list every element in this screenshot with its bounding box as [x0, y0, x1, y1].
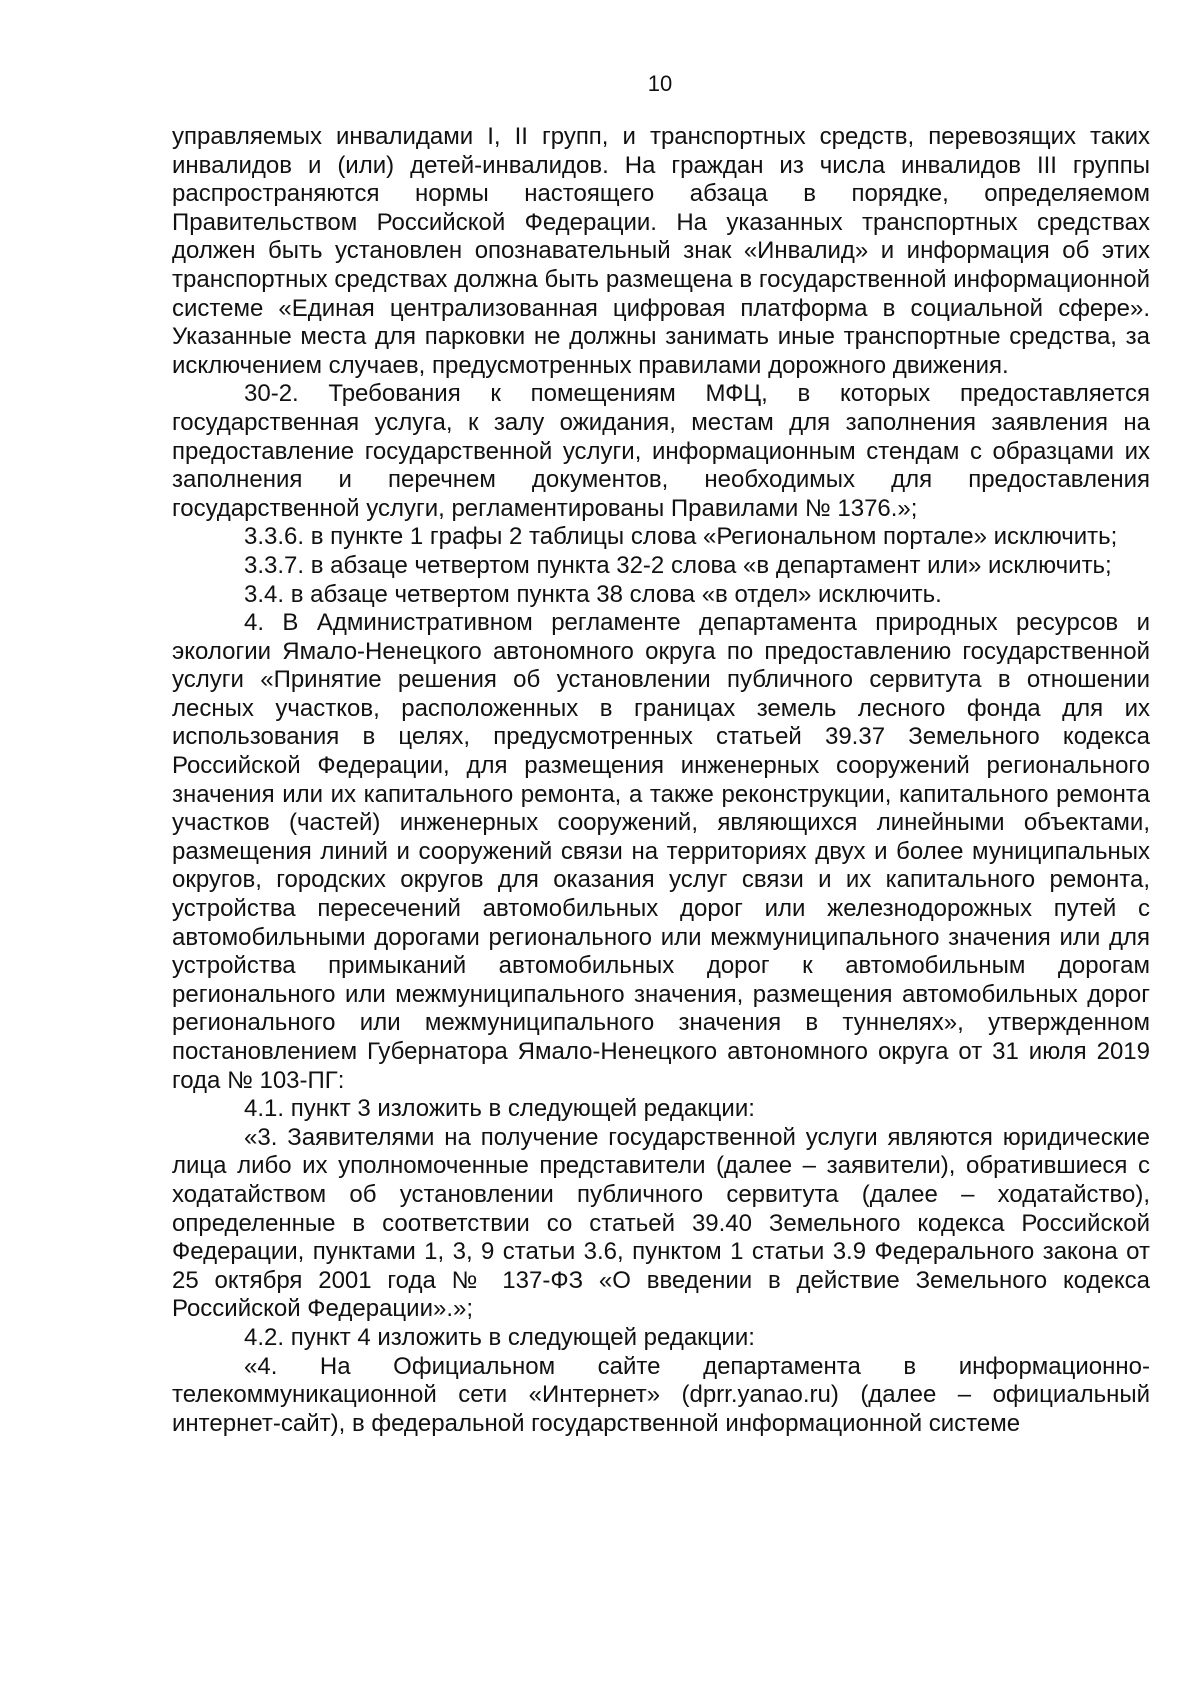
paragraph: 3.3.6. в пункте 1 графы 2 таблицы слова «Региональном портале» исключить;: [244, 523, 1118, 551]
paragraph: 4.1. пункт 3 изложить в следующей редакции:: [244, 1095, 755, 1123]
paragraph: 4. В Административном регламенте департамента природных ресурсов и экологии Ямало-Ненецкого автономного округа по предоставлению государственной услуги «Принятие решения об установлении публичного сервитута в отношении лесных участков, расположенных в границах земель лесного фонда для их использования в целях, предусмотренных статьей 39.37 Земельного кодекса Российской Федерации, для размещения инженерных сооружений регионального значения или их капитального ремонта, а также реконструкции, капитального ремонта участков (частей) инженерных сооружений, являющихся линейными объектами, размещения линий и сооружений связи на территориях двух и более муниципальных округов, городских округов для оказания услуг связи и их капитального ремонта, устройства пересечений автомобильных дорог или железнодорожных путей с автомобильными дорогами регионального или межмуниципального значения или для устройства примыканий автомобильных дорог к автомобильным дорогам регионального или межмуниципального значения, размещения автомобильных дорог регионального или межмуниципального значения в туннелях», утвержденном постановлением Губернатора Ямало-Ненецкого автономного округа от 31 июля 2019 года № 103-ПГ:: [172, 609, 1150, 1094]
paragraph: 3.3.7. в абзаце четвертом пункта 32-2 слова «в департамент или» исключить;: [244, 551, 1112, 579]
paragraph: 30-2. Требования к помещениям МФЦ, в которых предоставляется государственная услуга, к залу ожидания, местам для заполнения заявления на предоставление государственной услуги, информационным стендам с образцами их заполнения и перечнем документов, необходимых для предоставления государственной услуги, регламентированы Правилами № 1376.»;: [172, 380, 1150, 522]
paragraph: 4.2. пункт 4 изложить в следующей редакции:: [244, 1323, 755, 1351]
page-number: 10: [647, 71, 673, 96]
paragraph: «4. На Официальном сайте департамента в информационно-телекоммуникационной сети «Интернет» (dprr.yanao.ru) (далее – официальный интернет-сайт), в федеральной государственной информационной системе: [172, 1352, 1150, 1437]
paragraph: управляемых инвалидами I, II групп, и транспортных средств, перевозящих таких инвалидов и (или) детей-инвалидов. На граждан из числа инвалидов III группы распространяются нормы настоящего абзаца в порядке, определяемом Правительством Российской Федерации. На указанных транспортных средствах должен быть установлен опознавательный знак «Инвалид» и информация об этих транспортных средствах должна быть размещена в государственной информационной системе «Единая централизованная цифровая платформа в социальной сфере». Указанные места для парковки не должны занимать иные транспортные средства, за исключением случаев, предусмотренных правилами дорожного движения.: [172, 123, 1150, 379]
paragraph: 3.4. в абзаце четвертом пункта 38 слова «в отдел» исключить.: [244, 580, 942, 608]
paragraph: «3. Заявителями на получение государственной услуги являются юридические лица либо их уполномоченные представители (далее – заявители), обратившиеся с ходатайством об установлении публичного сервитута (далее – ходатайство), определенные в соответствии со статьей 39.40 Земельного кодекса Российской Федерации, пунктами 1, 3, 9 статьи 3.6, пунктом 1 статьи 3.9 Федерального закона от 25 октября 2001 года № 137-ФЗ «О введении в действие Земельного кодекса Российской Федерации».»;: [172, 1123, 1150, 1323]
document-body: [172, 123, 1150, 1438]
